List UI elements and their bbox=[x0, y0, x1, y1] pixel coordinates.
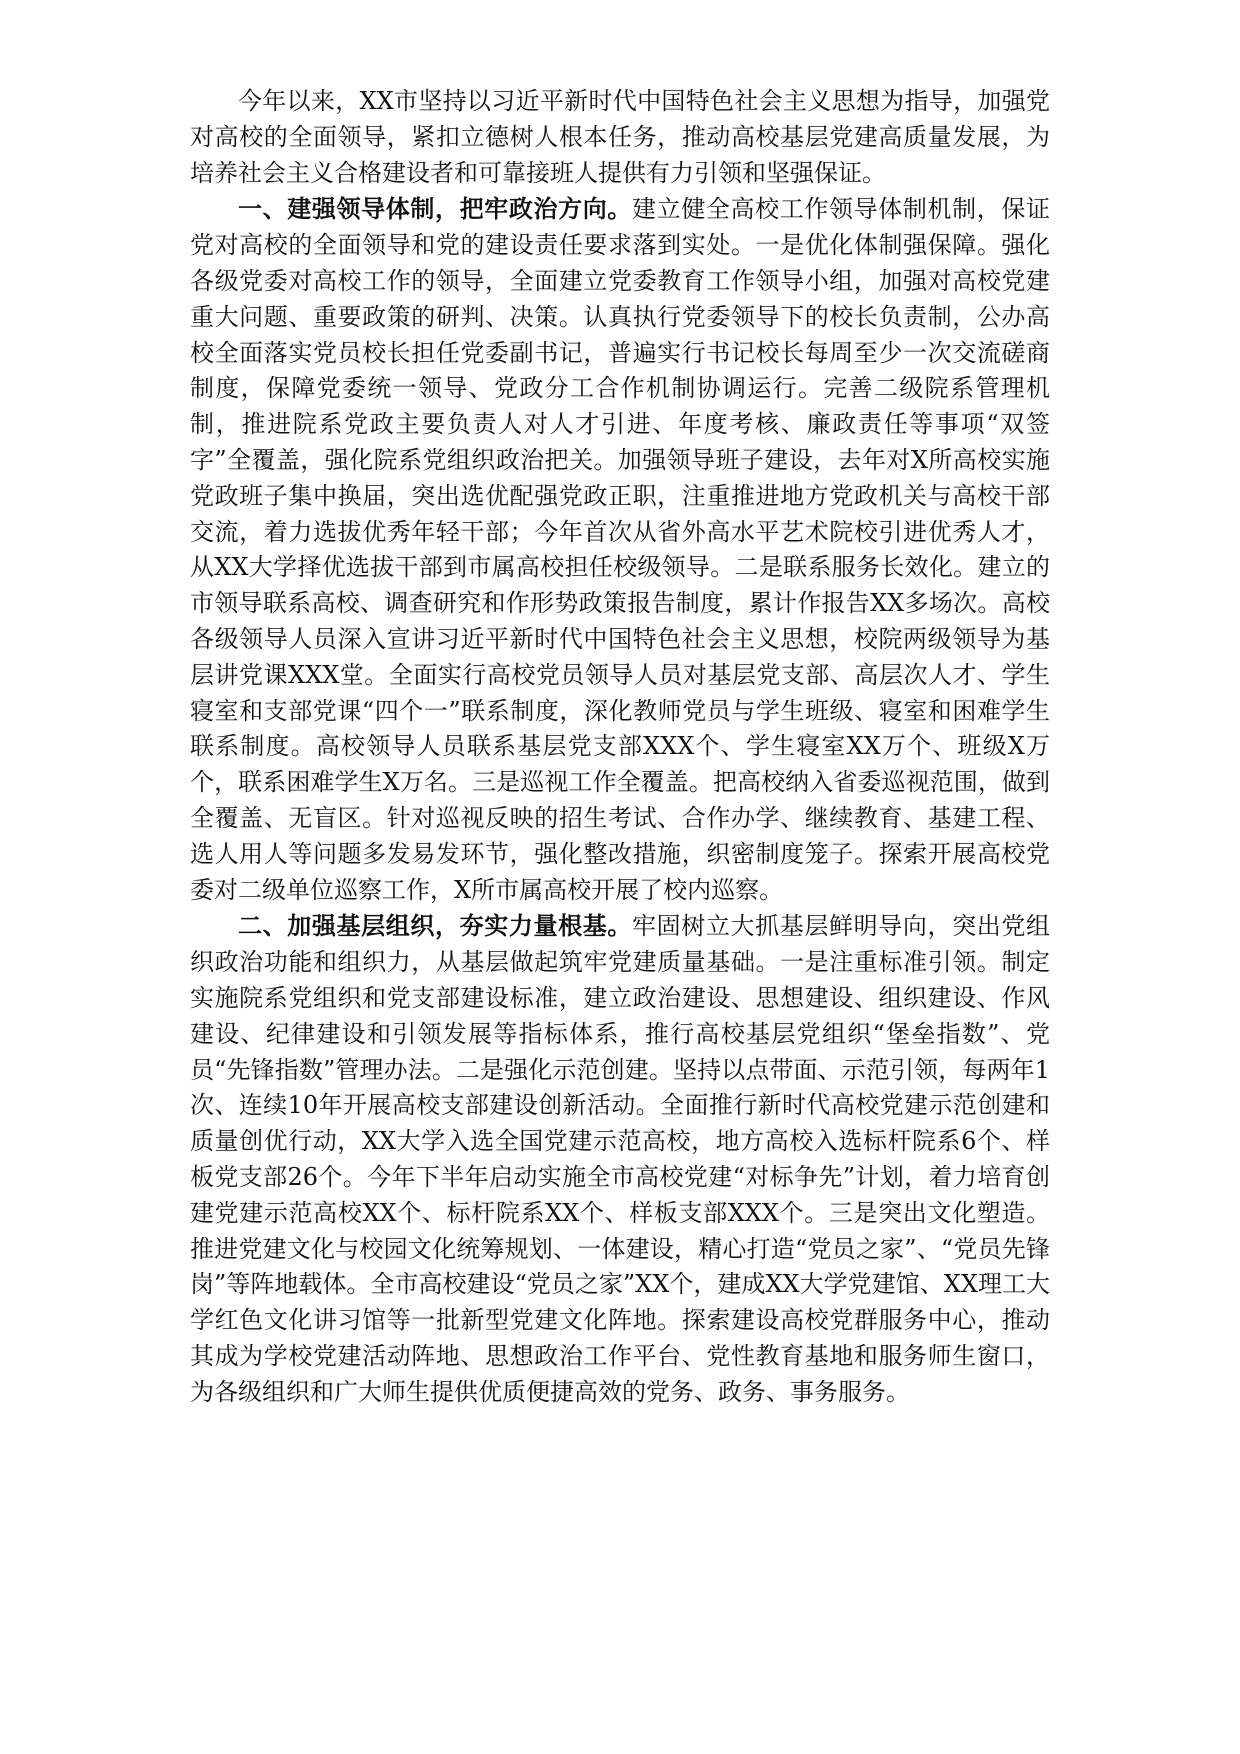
section-1-paragraph bbox=[190, 191, 1050, 908]
section-1-body: 建立健全高校工作领导体制机制，保证党对高校的全面领导和党的建设责任要求落到实处。一是优化体制强保障。强化各级党委对高校工作的领导，全面建立党委教育工作领导小组，加强对高校党建重大问题、重要政策的研判、决策。认真执行党委领导下的校长负责制，公办高校全面落实党员校长担任党委副书记，普遍实行书记校长每周至少一次交流磋商制度，保障党委统一领导、党政分工合作机制协调运行。完善二级院系管理机制，推进院系党政主要负责人对人才引进、年度考核、廉政责任等事项“双签字”全覆盖，强化院系党组织政治把关。加强领导班子建设，去年对X所高校实施党政班子集中换届，突出选优配强党政正职，注重推进地方党政机关与高校干部交流，着力选拔优秀年轻干部；今年首次从省外高水平艺术院校引进优秀人才，从XX大学择优选拔干部到市属高校担任校级领导。二是联系服务长效化。建立的市领导联系高校、调查研究和作形势政策报告制度，累计作报告XX多场次。高校各级领导人员深入宣讲习近平新时代中国特色社会主义思想，校院两级领导为基层讲党课XXX堂。全面实行高校党员领导人员对基层党支部、高层次人才、学生寝室和支部党课“四个一”联系制度，深化教师党员与学生班级、寝室和困难学生联系制度。高校领导人员联系基层党支部XXX个、学生寝室XX万个、班级X万个，联系困难学生X万名。三是巡视工作全覆盖。把高校纳入省委巡视范围，做到全覆盖、无盲区。针对巡视反映的招生考试、合作办学、继续教育、基建工程、选人用人等问题多发易发环节，强化整改措施，织密制度笼子。探索开展高校党委对二级单位巡察工作，X所市属高校开展了校内巡察。 bbox=[190, 195, 1050, 904]
section-2-body: 牢固树立大抓基层鲜明导向，突出党组织政治功能和组织力，从基层做起筑牢党建质量基础。一是注重标准引领。制定实施院系党组织和党支部建设标准，建立政治建设、思想建设、组织建设、作风建设、纪律建设和引领发展等指标体系，推行高校基层党组织“堡垒指数”、党员“先锋指数”管理办法。二是强化示范创建。坚持以点带面、示范引领，每两年1次、连续10年开展高校支部建设创新活动。全面推行新时代高校党建示范创建和质量创优行动，XX大学入选全国党建示范高校，地方高校入选标杆院系6个、样板党支部26个。今年下半年启动实施全市高校党建“对标争先”计划，着力培育创建党建示范高校XX个、标杆院系XX个、样板支部XXX个。三是突出文化塑造。推进党建文化与校园文化统筹规划、一体建设，精心打造“党员之家”、“党员先锋岗”等阵地载体。全市高校建设“党员之家”XX个，建成XX大学党建馆、XX理工大学红色文化讲习馆等一批新型党建文化阵地。探索建设高校党群服务中心，推动其成为学校党建活动阵地、思想政治工作平台、党性教育基地和服务师生窗口，为各级组织和广大师生提供优质便捷高效的党务、政务、事务服务。 bbox=[190, 912, 1050, 1406]
section-2-paragraph bbox=[190, 908, 1050, 1410]
section-2-heading: 二、加强基层组织，夯实力量根基。 bbox=[238, 911, 632, 941]
section-1-heading: 一、建强领导体制，把牢政治方向。 bbox=[238, 194, 632, 224]
intro-text: 今年以来，XX市坚持以习近平新时代中国特色社会主义思想为指导，加强党对高校的全面领导，紧扣立德树人根本任务，推动高校基层党建高质量发展，为培养社会主义合格建设者和可靠接班人提供有力引领和坚强保证。 bbox=[190, 87, 1050, 187]
intro-paragraph bbox=[190, 84, 1050, 191]
document-body bbox=[190, 84, 1050, 1410]
